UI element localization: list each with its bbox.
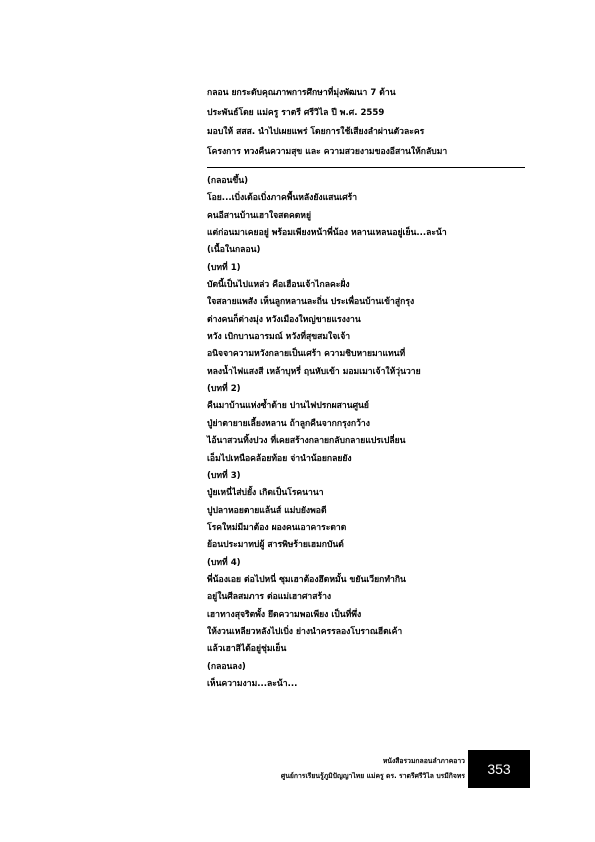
lyric-line: (กลอนขึ้น) xyxy=(207,176,249,186)
lyric-line: ย้อนประมาทบ่ผู้ สารพิษร้ายเฮมกบันด์ xyxy=(207,540,344,551)
footer-publisher: ศูนย์การเรียนรู้ภูมิปัญญาไทย แม่ครู ดร. ราตรีศรีวิไล บรมีกิจทร xyxy=(280,772,465,780)
lyric-line: โอย...เบิ่งเด้อเบิ่งภาคพื้นหลังยังแสนเศร้า xyxy=(207,193,358,204)
lyric-line: ปู่ยเหนี่ไส่บ่ยั้ง เกิดเป็นโรคนานา xyxy=(207,488,324,499)
header-block xyxy=(207,84,527,162)
lyric-line: หวัง เบิกบานอารมณ์ หวังที่สุขสมใจเจ้า xyxy=(207,332,351,343)
lyric-line: เฮาทางสุจริตพั้ง ยึดความพอเพียง เป็นที่พึ่ง xyxy=(207,609,362,620)
lyric-line: (เนื้อในกลอน) xyxy=(207,245,261,256)
lyric-line: ต่างคนก็ต่างมุ่ง หวังเมืองใหญ่ขายแรงงาน xyxy=(207,314,361,325)
footer-book-title: หนังสือรวมกลอนลำภาคอาว xyxy=(382,757,465,765)
lyric-line: อนิจจาความหวังกลายเป็นเศร้า ความชิบหายมาแทนที่ xyxy=(207,349,406,360)
header-author-line: ประพันธ์โดย แม่ครู ราตรี ศรีวิไล ปี พ.ศ. 2559 xyxy=(207,107,385,118)
lyric-line: แต่ก่อนมาเคยอยู่ พร้อมเพียงหน้าพี่น้อง หลานเหลนอยู่เย็น...ละน้า xyxy=(207,228,447,239)
lyric-line: ปูปลาหอยตายแล้นส์ แม่บยังพอดี xyxy=(207,505,327,516)
lyric-line: หลงน้ำไฟแสงสี เหล้าบุหรี่ ฤนหับเข้า มอมเมาเจ้าให้วุ่นวาย xyxy=(207,366,421,377)
lyric-line: (บทที่ 4) xyxy=(207,557,241,568)
page-number: 353 xyxy=(468,750,530,788)
lyric-line: คนอีสานบ้านเฮาใจสดคดหยู่ xyxy=(207,210,311,221)
header-title-line: กลอน ยกระดับคุณภาพการศึกษาที่มุ่งพัฒนา 7 ด้าน xyxy=(207,88,396,98)
lyric-line: (บทที่ 2) xyxy=(207,384,241,395)
lyric-line: คืนมาบ้านแห่งซ้ำด้าย ปานไฟปรกผสานศูนย์ xyxy=(207,401,369,412)
lyric-line: แล้วเฮาสิได้อยู่ชุ่มเย็น xyxy=(207,644,287,655)
header-divider xyxy=(207,167,525,168)
lyric-line: (กลอนลง) xyxy=(207,661,246,672)
lyric-line: (บทที่ 1) xyxy=(207,262,241,273)
lyric-line: เอ็มไปเหนือคล้อยท้อย จ่านำน้อยกลยยัง xyxy=(207,453,352,464)
lyric-line: บัดนี้เป็นไปแหล่ว คือเฮือนเจ้าไกลคะฝั่ง xyxy=(207,280,350,291)
lyric-line: อยู่ในศีลสมภาร ต่อแม่เฮาศาสร้าง xyxy=(207,592,332,603)
lyric-line: ให้งวนเหลียวหลังไปเบิ่ง ย่างนำครรลองโบราณฮีตเค้า xyxy=(207,626,403,637)
lyric-line: โรคใหม่มีมาต้อง ผองคนเอาคาระดาด xyxy=(207,522,347,533)
header-publisher-line: มอบให้ สสส. นำไปเผยแพร่ โดยการใช้เสียงลำผ่านตัวละคร xyxy=(207,127,425,138)
lyric-line: เห็นความงาม...ละน้า... xyxy=(207,678,298,689)
header-project-line: โครงการ ทวงคืนความสุข และ ความสวยงามของอีสานให้กลับมา xyxy=(207,146,448,157)
lyric-line: ไอ้นาสวนทิ้งปวง ที่เคยสร้างกลายกลับกลายแปรเปลี่ยน xyxy=(207,436,406,447)
lyrics-body xyxy=(207,173,527,693)
footer-text xyxy=(281,754,465,784)
lyric-line: ปู่ย่าตายายเลี้ยงหลาน ถ้าลูกคืนจากกรุงกว้าง xyxy=(207,418,370,429)
lyric-line: (บทที่ 3) xyxy=(207,470,241,481)
lyric-line: พี่น้องเอย ต่อไปหนี่ ซุมเฮาต้องฮึดหมั้น ขยันเวียกทำกิน xyxy=(207,574,406,585)
lyric-line: ใจสลายแพสัง เห็นลูกหลานละถิ่น ประเพื่อนบ้านเข้าสู่กรุง xyxy=(207,297,415,308)
